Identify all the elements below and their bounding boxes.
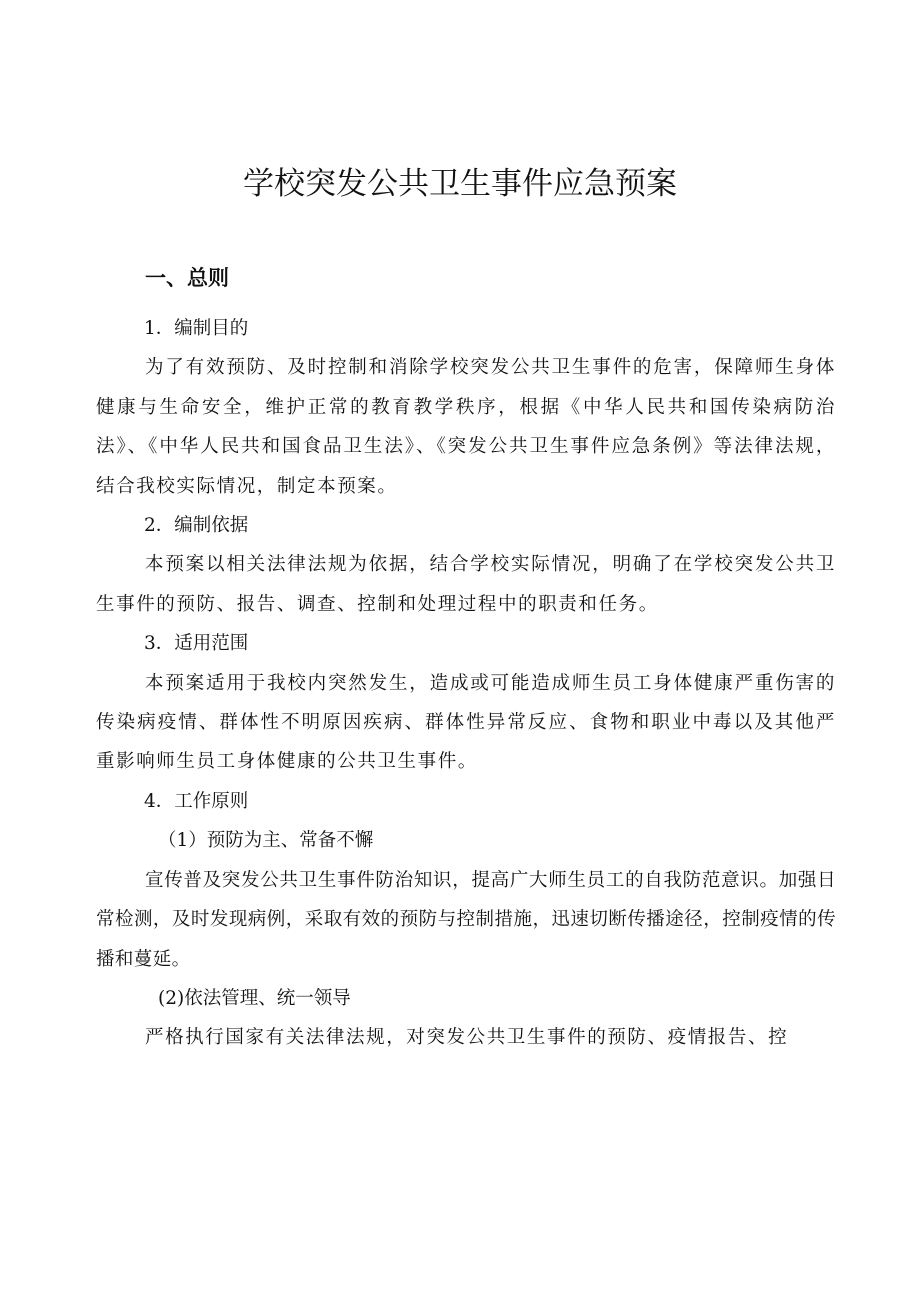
document-body (96, 309, 836, 1058)
subsection-heading-principles: 4．工作原则 (144, 790, 249, 812)
principle-heading-lawful-management: (2)依法管理、统一领导 (158, 987, 351, 1009)
paragraph-basis: 本预案以相关法律法规为依据，结合学校实际情况，明确了在学校突发公共卫生事件的预防、报告、调查、控制和处理过程中的职责和任务。 (96, 554, 836, 615)
paragraph-scope: 本预案适用于我校内突然发生，造成或可能造成师生员工身体健康严重伤害的传染病疫情、群体性不明原因疾病、群体性异常反应、食物和职业中毒以及其他严重影响师生员工身体健康的公共卫生事件。 (96, 672, 836, 773)
document-title: 学校突发公共卫生事件应急预案 (243, 166, 677, 202)
subsection-heading-basis: 2．编制依据 (144, 515, 249, 537)
principle-heading-prevention: （1）预防为主、常备不懈 (158, 830, 374, 852)
paragraph-purpose: 为了有效预防、及时控制和消除学校突发公共卫生事件的危害，保障师生身体健康与生命安全，维护正常的教育教学秩序，根据《中华人民共和国传染病防治法》、《中华人民共和国食品卫生法》、《突发公共卫生事件应急条例》等法律法规，结合我校实际情况，制定本预案。 (96, 357, 836, 497)
paragraph-prevention: 宣传普及突发公共卫生事件防治知识，提高广大师生员工的自我防范意识。加强日常检测，及时发现病例，采取有效的预防与控制措施，迅速切断传播途径，控制疫情的传播和蔓延。 (96, 869, 836, 970)
subsection-heading-scope: 3．适用范围 (144, 633, 249, 655)
subsection-heading-purpose: 1．编制目的 (144, 318, 249, 339)
paragraph-lawful-management: 严格执行国家有关法律法规，对突发公共卫生事件的预防、疫情报告、控 (145, 1027, 789, 1049)
section-heading-general: 一、总则 (145, 266, 229, 290)
